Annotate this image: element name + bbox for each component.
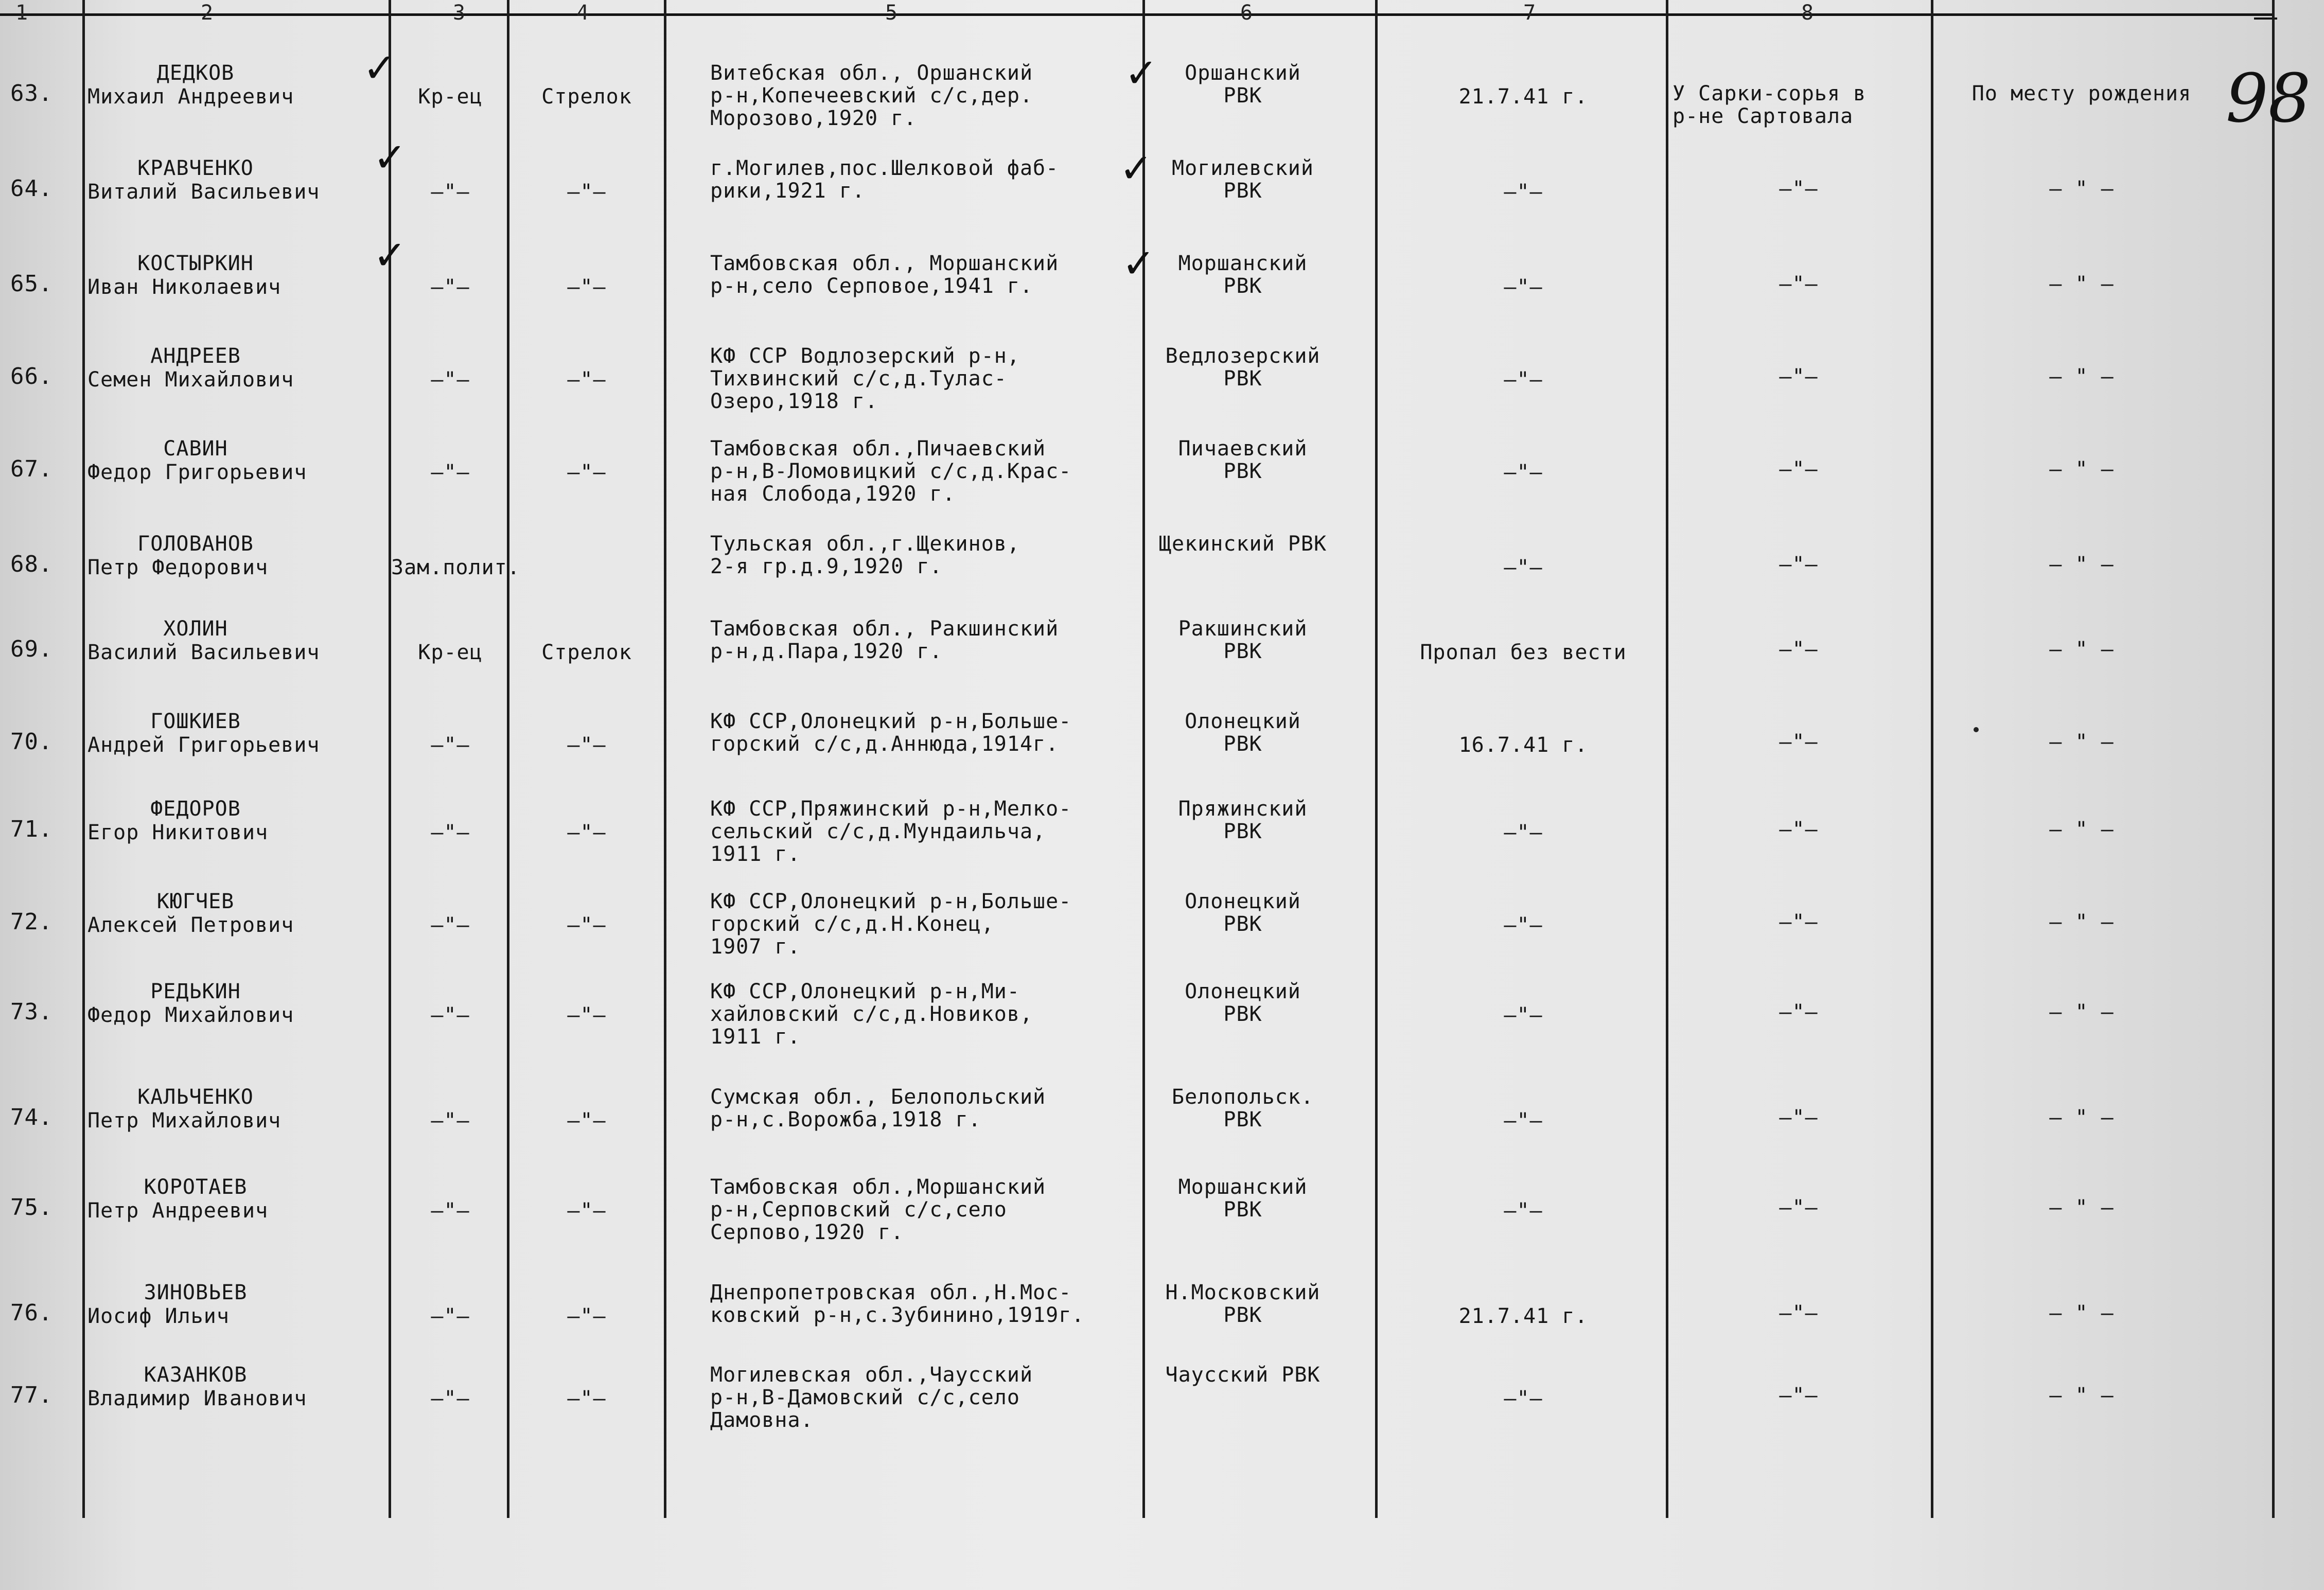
place-of-loss-cell: –"– — [1779, 272, 1818, 296]
draft-office-cell: Ведлозерский РВК — [1165, 344, 1321, 391]
surname-cell: ЗИНОВЬЕВ — [144, 1281, 248, 1304]
position-cell: –"– — [567, 821, 606, 844]
notification-cell: – " – — [2049, 730, 2114, 754]
given-name-cell: Михаил Андреевич — [87, 85, 294, 109]
date-of-loss-cell: –"– — [1504, 461, 1543, 484]
surname-cell: КОСТЫРКИН — [137, 252, 254, 275]
draft-office-cell: Н.Московский РВК — [1165, 1281, 1321, 1327]
position-cell: Стрелок — [541, 85, 632, 109]
position-cell: –"– — [567, 1109, 606, 1133]
table-row — [0, 1364, 2324, 1455]
row-number-cell: 73. — [10, 999, 53, 1025]
notification-cell: – " – — [2049, 1106, 2114, 1129]
table-row — [0, 62, 2324, 153]
check-mark-icon: ✓ — [1119, 146, 1153, 192]
place-of-loss-cell: –"– — [1779, 457, 1818, 481]
place-of-loss-cell: –"– — [1779, 1106, 1818, 1129]
position-cell: –"– — [567, 1199, 606, 1223]
place-of-loss-cell: –"– — [1779, 1301, 1818, 1325]
surname-cell: КАЛЬЧЕНКО — [137, 1085, 254, 1109]
ink-dot — [1974, 727, 1979, 732]
date-of-loss-cell: –"– — [1504, 368, 1543, 392]
folio-number: 98 — [2226, 59, 2311, 137]
surname-cell: ХОЛИН — [163, 617, 228, 641]
surname-cell: ГОШКИЕВ — [150, 710, 241, 733]
place-of-loss-cell: –"– — [1779, 1384, 1818, 1407]
rank-cell: –"– — [431, 821, 470, 844]
draft-office-cell: Олонецкий РВК — [1185, 890, 1301, 936]
given-name-cell: Семен Михайлович — [87, 368, 294, 392]
row-number-cell: 67. — [10, 456, 53, 482]
draft-office-cell: Олонецкий РВК — [1185, 980, 1301, 1026]
place-of-loss-cell: –"– — [1779, 553, 1818, 576]
draft-office-cell: Пичаевский РВК — [1178, 437, 1308, 483]
draft-office-cell: Могилевский РВК — [1172, 156, 1314, 203]
given-name-cell: Василий Васильевич — [87, 641, 320, 664]
rank-cell: Кр-ец — [418, 641, 483, 664]
position-cell: Стрелок — [541, 641, 632, 664]
given-name-cell: Виталий Васильевич — [87, 180, 320, 204]
birth-place-cell: Могилевская обл.,Чаусский р-н,В-Дамовский с/с,село Дамовна. — [710, 1363, 1033, 1432]
notification-cell: – " – — [2049, 365, 2114, 388]
notification-cell: – " – — [2049, 1384, 2114, 1407]
rank-cell: –"– — [431, 275, 470, 299]
position-cell: –"– — [567, 733, 606, 757]
rank-cell: –"– — [431, 1199, 470, 1223]
draft-office-cell: Моршанский РВК — [1178, 1175, 1308, 1222]
position-cell: –"– — [567, 1304, 606, 1328]
given-name-cell: Петр Федорович — [87, 556, 269, 579]
row-number-cell: 63. — [10, 80, 53, 107]
col-number-1: 1 — [15, 1, 28, 25]
draft-office-cell: Оршанский РВК — [1185, 61, 1301, 108]
row-number-cell: 71. — [10, 816, 53, 842]
row-number-cell: 74. — [10, 1104, 53, 1130]
birth-place-cell: Тамбовская обл., Моршанский р-н,село Серповое,1941 г. — [710, 252, 1059, 298]
check-mark-icon: ✓ — [373, 135, 407, 181]
birth-place-cell: Витебская обл., Оршанский р-н,Копечеевский с/с,дер. Морозово,1920 г. — [710, 61, 1033, 130]
row-number-cell: 76. — [10, 1300, 53, 1326]
surname-cell: КРАВЧЕНКО — [137, 156, 254, 180]
notification-cell: – " – — [2049, 1000, 2114, 1024]
given-name-cell: Федор Михайлович — [87, 1003, 294, 1027]
place-of-loss-cell: У Сарки-сорья в р-не Сартовала — [1672, 82, 1867, 128]
table-row — [0, 980, 2324, 1072]
birth-place-cell: Сумская обл., Белопольский р-н,с.Ворожба,1918 г. — [710, 1085, 1046, 1132]
rank-cell: –"– — [431, 913, 470, 937]
rank-cell: –"– — [431, 180, 470, 204]
place-of-loss-cell: –"– — [1779, 638, 1818, 661]
date-of-loss-cell: Пропал без вести — [1420, 641, 1627, 664]
date-of-loss-cell: 21.7.41 г. — [1458, 85, 1588, 109]
notification-cell: – " – — [2049, 910, 2114, 934]
given-name-cell: Иван Николаевич — [87, 275, 281, 299]
place-of-loss-cell: –"– — [1779, 1000, 1818, 1024]
date-of-loss-cell: –"– — [1504, 180, 1543, 204]
table-row — [0, 1176, 2324, 1267]
date-of-loss-cell: –"– — [1504, 913, 1543, 937]
given-name-cell: Андрей Григорьевич — [87, 733, 320, 757]
table-row — [0, 617, 2324, 709]
given-name-cell: Федор Григорьевич — [87, 461, 307, 484]
birth-place-cell: Тамбовская обл.,Моршанский р-н,Серповский с/с,село Серпово,1920 г. — [710, 1175, 1046, 1244]
table-row — [0, 252, 2324, 344]
date-of-loss-cell: –"– — [1504, 821, 1543, 844]
date-of-loss-cell: –"– — [1504, 1199, 1543, 1223]
birth-place-cell: КФ ССР Водлозерский р-н, Тихвинский с/с,д.Тулас- Озеро,1918 г. — [710, 344, 1020, 413]
col-number-4: 4 — [576, 1, 589, 25]
col-number-2: 2 — [201, 1, 214, 25]
check-mark-icon: ✓ — [363, 45, 397, 92]
rank-cell: –"– — [431, 1109, 470, 1133]
birth-place-cell: Тамбовская обл.,Пичаевский р-н,В-Ломовицкий с/с,д.Крас- ная Слобода,1920 г. — [710, 437, 1072, 506]
notification-cell: По месту рождения — [1971, 82, 2192, 105]
position-cell: –"– — [567, 461, 606, 484]
birth-place-cell: КФ ССР,Олонецкий р-н,Ми- хайловский с/с,д.Новиков, 1911 г. — [710, 980, 1033, 1049]
draft-office-cell: Щекинский РВК — [1158, 532, 1327, 556]
col-number-5: 5 — [885, 1, 898, 25]
draft-office-cell: Пряжинский РВК — [1178, 797, 1308, 843]
given-name-cell: Иосиф Ильич — [87, 1304, 230, 1328]
notification-cell: – " – — [2049, 1196, 2114, 1220]
surname-cell: АНДРЕЕВ — [150, 344, 241, 368]
date-of-loss-cell: –"– — [1504, 556, 1543, 579]
notification-cell: – " – — [2049, 638, 2114, 661]
rank-cell: –"– — [431, 1003, 470, 1027]
rank-cell: –"– — [431, 1387, 470, 1410]
surname-cell: КАЗАНКОВ — [144, 1363, 248, 1387]
date-of-loss-cell: –"– — [1504, 1109, 1543, 1133]
table-row — [0, 798, 2324, 889]
rank-cell: –"– — [431, 733, 470, 757]
table-row — [0, 157, 2324, 249]
draft-office-cell: Чаусский РВК — [1165, 1363, 1321, 1387]
table-row — [0, 1281, 2324, 1373]
surname-cell: ДЕДКОВ — [156, 61, 235, 85]
birth-place-cell: г.Могилев,пос.Шелковой фаб- рики,1921 г. — [710, 156, 1059, 203]
position-cell: –"– — [567, 913, 606, 937]
table-row — [0, 345, 2324, 436]
surname-cell: КЮГЧЕВ — [156, 890, 235, 913]
row-number-cell: 72. — [10, 909, 53, 935]
table-row — [0, 533, 2324, 624]
date-of-loss-cell: –"– — [1504, 275, 1543, 299]
given-name-cell: Егор Никитович — [87, 821, 269, 844]
place-of-loss-cell: –"– — [1779, 910, 1818, 934]
row-number-cell: 68. — [10, 551, 53, 577]
table-row — [0, 710, 2324, 802]
col-number-3: 3 — [453, 1, 466, 25]
col-number-6: 6 — [1240, 1, 1253, 25]
rank-cell: –"– — [431, 1304, 470, 1328]
rank-cell: –"– — [431, 461, 470, 484]
birth-place-cell: КФ ССР,Олонецкий р-н,Больше- горский с/с,д.Н.Конец, 1907 г. — [710, 890, 1072, 959]
given-name-cell: Алексей Петрович — [87, 913, 294, 937]
given-name-cell: Петр Андреевич — [87, 1199, 269, 1223]
notification-cell: – " – — [2049, 1301, 2114, 1325]
place-of-loss-cell: –"– — [1779, 1196, 1818, 1220]
position-cell: –"– — [567, 1387, 606, 1410]
row-number-cell: 65. — [10, 271, 53, 297]
date-of-loss-cell: –"– — [1504, 1003, 1543, 1027]
given-name-cell: Петр Михайлович — [87, 1109, 281, 1133]
rank-cell: Кр-ец — [418, 85, 483, 109]
table-row — [0, 437, 2324, 529]
header-rule — [0, 13, 2275, 16]
surname-cell: РЕДЬКИН — [150, 980, 241, 1003]
notification-cell: – " – — [2049, 177, 2114, 201]
birth-place-cell: КФ ССР,Пряжинский р-н,Мелко- сельский с/с,д.Мундаильча, 1911 г. — [710, 797, 1072, 866]
date-of-loss-cell: 21.7.41 г. — [1458, 1304, 1588, 1328]
position-cell: –"– — [567, 275, 606, 299]
birth-place-cell: Тульская обл.,г.Щекинов, 2-я гр.д.9,1920 г. — [710, 532, 1020, 578]
row-number-cell: 77. — [10, 1382, 53, 1408]
surname-cell: САВИН — [163, 437, 228, 461]
check-mark-icon: ✓ — [1122, 241, 1156, 287]
draft-office-cell: Моршанский РВК — [1178, 252, 1308, 298]
position-cell: –"– — [567, 368, 606, 392]
birth-place-cell: Днепропетровская обл.,Н.Мос- ковский р-н,с.Зубинино,1919г. — [710, 1281, 1085, 1327]
rank-cell: Зам.полит. — [391, 556, 520, 579]
date-of-loss-cell: 16.7.41 г. — [1458, 733, 1588, 757]
row-number-cell: 69. — [10, 636, 53, 662]
rank-cell: –"– — [431, 368, 470, 392]
col-number-8: 8 — [1801, 1, 1814, 25]
birth-place-cell: КФ ССР,Олонецкий р-н,Больше- горский с/с,д.Аннюда,1914г. — [710, 710, 1072, 756]
place-of-loss-cell: –"– — [1779, 365, 1818, 388]
row-number-cell: 75. — [10, 1194, 53, 1221]
check-mark-icon: ✓ — [1124, 50, 1158, 97]
col-number-7: 7 — [1523, 1, 1536, 25]
row-number-cell: 64. — [10, 175, 53, 202]
notification-cell: – " – — [2049, 457, 2114, 481]
place-of-loss-cell: –"– — [1779, 818, 1818, 841]
surname-cell: ФЕДОРОВ — [150, 797, 241, 821]
row-number-cell: 70. — [10, 729, 53, 755]
place-of-loss-cell: –"– — [1779, 177, 1818, 201]
notification-cell: – " – — [2049, 818, 2114, 841]
place-of-loss-cell: –"– — [1779, 730, 1818, 754]
position-cell: –"– — [567, 180, 606, 204]
position-cell: –"– — [567, 1003, 606, 1027]
notification-cell: – " – — [2049, 553, 2114, 576]
date-of-loss-cell: –"– — [1504, 1387, 1543, 1410]
birth-place-cell: Тамбовская обл., Ракшинский р-н,д.Пара,1920 г. — [710, 617, 1059, 663]
draft-office-cell: Олонецкий РВК — [1185, 710, 1301, 756]
draft-office-cell: Белопольск. РВК — [1172, 1085, 1314, 1132]
surname-cell: ГОЛОВАНОВ — [137, 532, 254, 556]
table-row — [0, 890, 2324, 982]
surname-cell: КОРОТАЕВ — [144, 1175, 248, 1199]
given-name-cell: Владимир Иванович — [87, 1387, 307, 1410]
table-row — [0, 1086, 2324, 1177]
draft-office-cell: Ракшинский РВК — [1178, 617, 1308, 663]
notification-cell: – " – — [2049, 272, 2114, 296]
check-mark-icon: ✓ — [373, 233, 407, 279]
row-number-cell: 66. — [10, 363, 53, 390]
